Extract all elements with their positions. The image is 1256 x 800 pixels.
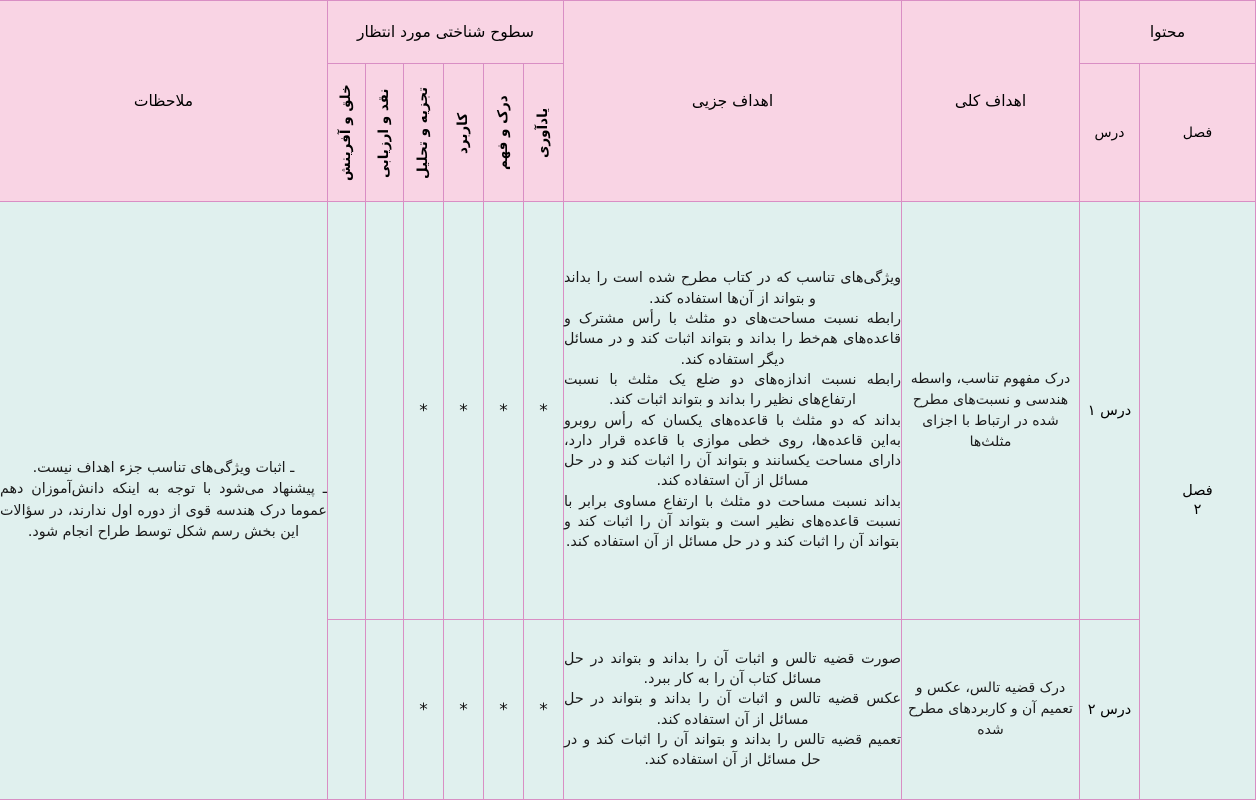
- level-mark-recall-1: *: [524, 202, 564, 620]
- level-mark-creation-2: [327, 620, 365, 800]
- table-row: [0, 202, 1256, 620]
- level-mark-evaluation-1: [366, 202, 404, 620]
- general-objectives-cell-2: درک قضیه تالس، عکس و تعمیم آن و کاربردهای مطرح شده: [902, 620, 1080, 800]
- header-chapter: فصل: [1140, 64, 1256, 202]
- objective-item: عکس قضیه تالس و اثبات آن را بداند و بتواند در حل مسائل از آن استفاده کند.: [564, 691, 901, 728]
- header-general-objectives: اهداف کلی: [902, 1, 1080, 202]
- detailed-objectives-cell-2: [564, 620, 902, 800]
- chapter-label-line1: فصل: [1182, 483, 1213, 500]
- header-level-analysis-label: تجزیه و تحلیل: [414, 86, 431, 179]
- header-row-top: [0, 1, 1256, 64]
- level-mark-comprehension-1: *: [484, 202, 524, 620]
- level-mark-analysis-1: *: [404, 202, 444, 620]
- header-level-recall-label: یادآوری: [534, 107, 551, 158]
- detailed-objectives-cell-1: [564, 202, 902, 620]
- header-level-evaluation: [366, 64, 404, 202]
- remarks-cell-1: [0, 202, 327, 800]
- header-level-comprehension-label: درک و فهم: [494, 95, 511, 170]
- header-cognitive-levels-group: سطوح شناختی مورد انتظار: [327, 1, 563, 64]
- objective-item: رابطه نسبت مساحت‌های دو مثلث با رأس مشترک و قاعده‌های هم‌خط را بداند و بتواند اثبات کند و در مسائل دیگر استفاده کند.: [564, 311, 901, 368]
- header-level-application-label: کاربرد: [454, 111, 471, 154]
- objective-item: ویژگی‌های تناسب که در کتاب مطرح شده است را بداند و بتواند از آن‌ها استفاده کند.: [564, 270, 901, 307]
- objective-item: بداند که دو مثلث با قاعده‌های یکسان که رأس روبرو به‌این قاعده‌ها، روی خطی موازی با قاعده قرار دارد، دارای مساحت یکسانند و بتواند آن را اثبات کند و در حل مسائل از آن استفاده کند.: [564, 412, 901, 490]
- header-content: محتوا: [1080, 1, 1256, 64]
- header-lesson: درس: [1080, 64, 1140, 202]
- header-level-recall: [524, 64, 564, 202]
- header-remarks: ملاحظات: [0, 1, 327, 202]
- level-mark-analysis-2: *: [404, 620, 444, 800]
- table-body: [0, 202, 1256, 800]
- header-level-application: [444, 64, 484, 202]
- table-header: [0, 1, 1256, 202]
- chapter-cell: [1140, 202, 1256, 800]
- chapter-label-line2: ۲: [1193, 501, 1202, 518]
- header-level-creation: [327, 64, 365, 202]
- objective-item: رابطه نسبت اندازه‌های دو ضلع یک مثلث با نسبت ارتفاع‌های نظیر را بداند و بتواند اثبات کند.: [564, 371, 901, 409]
- objective-item: بداند نسبت مساحت دو مثلث با ارتفاع مساوی برابر با نسبت قاعده‌های نظیر است و بتواند آن را اثبات کند و بتواند آن را اثبات کند و در حل مسائل از آن استفاده کند.: [564, 493, 901, 551]
- remark-item: ـ اثبات ویژگی‌های تناسب جزء اهداف نیست.: [32, 459, 295, 476]
- lesson-cell-1: درس ۱: [1080, 202, 1140, 620]
- objective-item: تعمیم قضیه تالس را بداند و بتواند آن را اثبات کند و در حل مسائل از آن استفاده کند.: [564, 731, 901, 769]
- remark-item: ـ پیشنهاد می‌شود با توجه به اینکه دانش‌آموزان دهم عموما درک هندسه قوی از دوره اول ندارند، در سؤالات این بخش رسم شکل توسط طراح انجام شود.: [0, 481, 327, 540]
- header-level-creation-label: خلق و آفرینش: [337, 84, 354, 181]
- header-level-evaluation-label: نقد و ارزیابی: [375, 87, 392, 178]
- level-mark-recall-2: *: [524, 620, 564, 800]
- level-mark-comprehension-2: *: [484, 620, 524, 800]
- level-mark-application-1: *: [444, 202, 484, 620]
- header-level-comprehension: [484, 64, 524, 202]
- lesson-cell-2: درس ۲: [1080, 620, 1140, 800]
- level-mark-application-2: *: [444, 620, 484, 800]
- general-objectives-cell-1: درک مفهوم تناسب، واسطه هندسی و نسبت‌های مطرح شده در ارتباط با اجزای مثلث‌ها: [902, 202, 1080, 620]
- objective-item: صورت قضیه تالس و اثبات آن را بداند و بتواند در حل مسائل کتاب آن را به کار ببرد.: [564, 650, 901, 687]
- header-detailed-objectives: اهداف جزیی: [564, 1, 902, 202]
- level-mark-evaluation-2: [366, 620, 404, 800]
- level-mark-creation-1: [327, 202, 365, 620]
- header-level-analysis: [404, 64, 444, 202]
